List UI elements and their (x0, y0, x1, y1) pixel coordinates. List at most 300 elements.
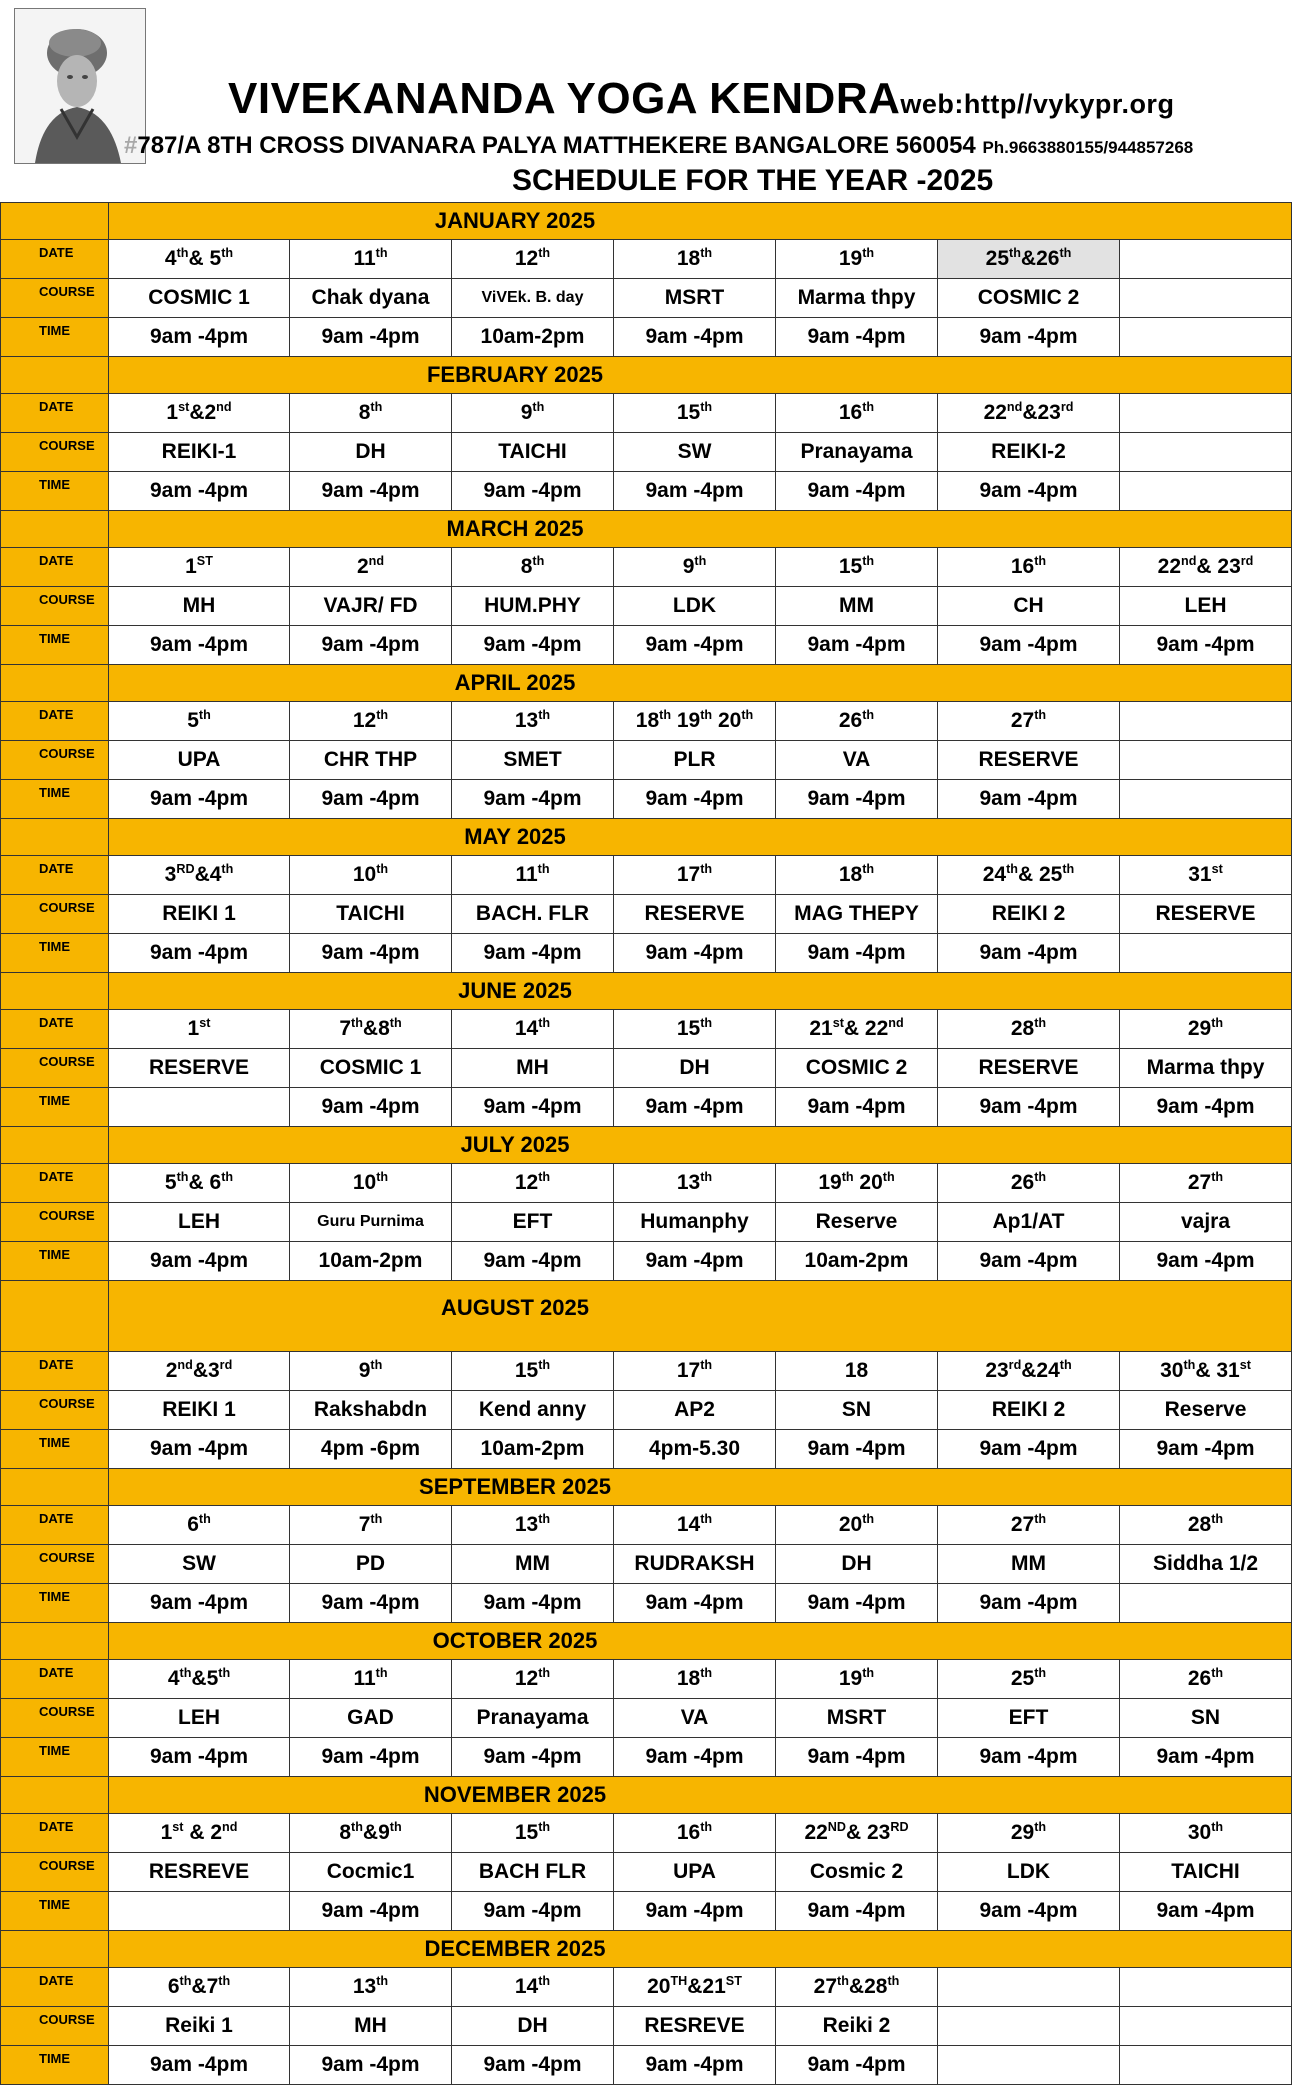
course-cell: Chak dyana (290, 279, 452, 318)
time-cell (1120, 780, 1292, 819)
row-label-time: TIME (1, 1738, 109, 1777)
month-header-row (1, 1127, 1292, 1164)
row-label-course: COURSE (1, 587, 109, 626)
course-cell: Reiki 1 (109, 2007, 290, 2046)
date-cell: 26th (1120, 1660, 1292, 1699)
month-header-spacer (1, 357, 109, 394)
row-label-time: TIME (1, 934, 109, 973)
row-label-time: TIME (1, 1430, 109, 1469)
course-cell: RESERVE (938, 1049, 1120, 1088)
month-title (109, 973, 1292, 1010)
month-name: NOVEMBER 2025 (423, 1782, 607, 1807)
row-label-date: DATE (1, 1506, 109, 1545)
month-header-spacer (1, 1777, 109, 1814)
course-cell: REIKI 1 (109, 895, 290, 934)
month-name: MARCH 2025 (446, 516, 584, 541)
time-cell: 9am -4pm (452, 1088, 614, 1127)
month-header-spacer (1, 819, 109, 856)
course-cell (1120, 279, 1292, 318)
course-cell: SW (109, 1545, 290, 1584)
time-cell: 9am -4pm (452, 1892, 614, 1931)
date-cell: 28th (1120, 1506, 1292, 1545)
time-cell: 9am -4pm (1120, 1738, 1292, 1777)
course-cell: BACH. FLR (452, 895, 614, 934)
date-cell (1120, 394, 1292, 433)
row-label-time: TIME (1, 626, 109, 665)
date-cell: 24th& 25th (938, 856, 1120, 895)
month-title (109, 511, 1292, 548)
date-cell: 16th (938, 548, 1120, 587)
course-row (1, 1049, 1292, 1088)
row-label-course: COURSE (1, 895, 109, 934)
date-cell: 20th (776, 1506, 938, 1545)
time-cell: 9am -4pm (938, 1892, 1120, 1931)
course-cell: VAJR/ FD (290, 587, 452, 626)
course-cell: VA (776, 741, 938, 780)
course-cell: RESERVE (109, 1049, 290, 1088)
time-cell: 9am -4pm (452, 934, 614, 973)
time-cell: 10am-2pm (290, 1242, 452, 1281)
course-cell: Ap1/AT (938, 1203, 1120, 1242)
row-label-time: TIME (1, 780, 109, 819)
course-cell: COSMIC 1 (109, 279, 290, 318)
month-header-spacer (1, 1931, 109, 1968)
course-cell: DH (452, 2007, 614, 2046)
date-cell: 18th (614, 1660, 776, 1699)
time-cell: 9am -4pm (290, 626, 452, 665)
date-cell: 12th (452, 240, 614, 279)
time-cell: 9am -4pm (776, 626, 938, 665)
month-header-row (1, 1931, 1292, 1968)
time-cell: 9am -4pm (290, 1088, 452, 1127)
course-cell: LDK (614, 587, 776, 626)
date-cell: 10th (290, 856, 452, 895)
date-row (1, 856, 1292, 895)
date-cell: 8th (452, 548, 614, 587)
month-name: DECEMBER 2025 (424, 1936, 606, 1961)
date-cell: 16th (776, 394, 938, 433)
time-cell: 9am -4pm (1120, 1242, 1292, 1281)
course-cell: Cosmic 2 (776, 1853, 938, 1892)
course-row (1, 1203, 1292, 1242)
course-cell: GAD (290, 1699, 452, 1738)
month-title (109, 203, 1292, 240)
date-cell: 7th (290, 1506, 452, 1545)
date-cell: 5th& 6th (109, 1164, 290, 1203)
date-row (1, 702, 1292, 741)
course-cell: RESREVE (109, 1853, 290, 1892)
time-cell: 9am -4pm (109, 1584, 290, 1623)
course-cell: SN (1120, 1699, 1292, 1738)
date-row (1, 1010, 1292, 1049)
row-label-course: COURSE (1, 1545, 109, 1584)
course-cell: vajra (1120, 1203, 1292, 1242)
date-cell: 1ST (109, 548, 290, 587)
month-header-row (1, 1777, 1292, 1814)
course-cell: TAICHI (290, 895, 452, 934)
time-cell (1120, 1584, 1292, 1623)
course-cell: Siddha 1/2 (1120, 1545, 1292, 1584)
course-cell: DH (776, 1545, 938, 1584)
date-cell: 21st& 22nd (776, 1010, 938, 1049)
course-cell: SN (776, 1391, 938, 1430)
course-cell (1120, 741, 1292, 780)
month-name: APRIL 2025 (454, 670, 576, 695)
course-cell: Marma thpy (1120, 1049, 1292, 1088)
course-cell: VA (614, 1699, 776, 1738)
course-cell (1120, 433, 1292, 472)
time-cell: 9am -4pm (109, 1242, 290, 1281)
date-cell: 11th (290, 1660, 452, 1699)
date-cell: 4th&5th (109, 1660, 290, 1699)
time-cell: 9am -4pm (938, 1584, 1120, 1623)
date-cell: 25th&26th (938, 240, 1120, 279)
course-cell: UPA (614, 1853, 776, 1892)
month-name: AUGUST 2025 (441, 1295, 589, 1320)
course-cell: REIKI-2 (938, 433, 1120, 472)
row-label-date: DATE (1, 240, 109, 279)
time-cell: 9am -4pm (776, 1738, 938, 1777)
course-cell: REIKI 1 (109, 1391, 290, 1430)
date-cell: 2nd&3rd (109, 1352, 290, 1391)
date-cell: 12th (452, 1164, 614, 1203)
month-title (109, 357, 1292, 394)
date-cell: 17th (614, 1352, 776, 1391)
month-name: SEPTEMBER 2025 (419, 1474, 611, 1499)
time-cell: 9am -4pm (290, 1584, 452, 1623)
date-cell: 9th (290, 1352, 452, 1391)
row-label-date: DATE (1, 702, 109, 741)
date-cell: 15th (452, 1814, 614, 1853)
month-title (109, 1469, 1292, 1506)
month-header-spacer (1, 1127, 109, 1164)
date-cell: 31st (1120, 856, 1292, 895)
date-cell: 1st&2nd (109, 394, 290, 433)
time-cell: 9am -4pm (452, 2046, 614, 2085)
month-title (109, 1127, 1292, 1164)
date-cell: 2nd (290, 548, 452, 587)
row-label-date: DATE (1, 1352, 109, 1391)
time-cell: 9am -4pm (938, 780, 1120, 819)
time-cell (1120, 934, 1292, 973)
month-header-row (1, 203, 1292, 240)
course-cell: COSMIC 1 (290, 1049, 452, 1088)
time-cell: 9am -4pm (776, 318, 938, 357)
time-cell: 9am -4pm (452, 1242, 614, 1281)
course-row (1, 1699, 1292, 1738)
course-row (1, 433, 1292, 472)
time-cell (1120, 472, 1292, 511)
row-label-date: DATE (1, 1660, 109, 1699)
course-cell: MM (776, 587, 938, 626)
course-cell: UPA (109, 741, 290, 780)
time-cell: 9am -4pm (290, 1738, 452, 1777)
date-cell: 14th (614, 1506, 776, 1545)
date-cell: 18th (776, 856, 938, 895)
date-cell: 8th&9th (290, 1814, 452, 1853)
course-cell: Humanphy (614, 1203, 776, 1242)
time-cell: 9am -4pm (938, 934, 1120, 973)
course-row (1, 587, 1292, 626)
time-cell: 9am -4pm (776, 780, 938, 819)
date-cell: 14th (452, 1010, 614, 1049)
row-label-date: DATE (1, 394, 109, 433)
row-label-time: TIME (1, 1088, 109, 1127)
date-cell: 7th&8th (290, 1010, 452, 1049)
time-cell: 9am -4pm (290, 2046, 452, 2085)
time-cell (938, 2046, 1120, 2085)
month-header-spacer (1, 665, 109, 702)
time-cell: 4pm-5.30 (614, 1430, 776, 1469)
course-cell: MH (109, 587, 290, 626)
month-title (109, 1623, 1292, 1660)
date-cell: 26th (938, 1164, 1120, 1203)
row-label-course: COURSE (1, 1391, 109, 1430)
course-cell: Reserve (1120, 1391, 1292, 1430)
course-cell: DH (614, 1049, 776, 1088)
month-name: JUNE 2025 (458, 978, 572, 1003)
month-title (109, 665, 1292, 702)
time-cell: 9am -4pm (614, 318, 776, 357)
time-cell: 9am -4pm (290, 318, 452, 357)
course-cell: MAG THEPY (776, 895, 938, 934)
course-row (1, 741, 1292, 780)
time-cell: 9am -4pm (614, 1584, 776, 1623)
date-row (1, 1968, 1292, 2007)
org-address (124, 132, 1193, 160)
time-row (1, 780, 1292, 819)
date-cell: 22ND& 23RD (776, 1814, 938, 1853)
course-cell: CHR THP (290, 741, 452, 780)
row-label-time: TIME (1, 1242, 109, 1281)
course-cell: RESERVE (1120, 895, 1292, 934)
month-header-row (1, 511, 1292, 548)
time-cell: 9am -4pm (452, 472, 614, 511)
course-cell: PLR (614, 741, 776, 780)
course-cell: DH (290, 433, 452, 472)
row-label-date: DATE (1, 1968, 109, 2007)
date-row (1, 1814, 1292, 1853)
course-cell: AP2 (614, 1391, 776, 1430)
time-cell: 9am -4pm (452, 780, 614, 819)
date-cell: 19th (776, 1660, 938, 1699)
date-row (1, 394, 1292, 433)
time-cell: 9am -4pm (290, 780, 452, 819)
row-label-time: TIME (1, 1892, 109, 1931)
course-cell: LDK (938, 1853, 1120, 1892)
date-cell: 9th (614, 548, 776, 587)
course-cell: COSMIC 2 (776, 1049, 938, 1088)
time-cell: 9am -4pm (614, 1088, 776, 1127)
row-label-course: COURSE (1, 279, 109, 318)
address-text: 787/A 8TH CROSS DIVANARA PALYA MATTHEKERE BANGALORE 560054 (137, 132, 976, 159)
date-cell: 30th& 31st (1120, 1352, 1292, 1391)
org-title (228, 74, 1174, 124)
month-header-row (1, 1469, 1292, 1506)
time-cell: 9am -4pm (109, 1738, 290, 1777)
course-cell: ViVEk. B. day (452, 279, 614, 318)
time-cell: 9am -4pm (1120, 626, 1292, 665)
month-header-row (1, 357, 1292, 394)
course-cell: CH (938, 587, 1120, 626)
date-cell: 15th (452, 1352, 614, 1391)
date-cell: 6th&7th (109, 1968, 290, 2007)
time-cell: 9am -4pm (938, 1430, 1120, 1469)
date-cell (1120, 240, 1292, 279)
course-cell: REIKI-1 (109, 433, 290, 472)
website-link[interactable]: web:http//vykypr.org (900, 89, 1175, 119)
course-cell (1120, 2007, 1292, 2046)
month-name: FEBRUARY 2025 (426, 362, 604, 387)
time-row (1, 1892, 1292, 1931)
course-cell: TAICHI (1120, 1853, 1292, 1892)
date-cell: 15th (614, 1010, 776, 1049)
course-cell: MH (452, 1049, 614, 1088)
time-row (1, 626, 1292, 665)
course-cell: Reiki 2 (776, 2007, 938, 2046)
date-cell: 27th&28th (776, 1968, 938, 2007)
course-cell: RUDRAKSH (614, 1545, 776, 1584)
time-cell (109, 1892, 290, 1931)
course-cell: Pranayama (452, 1699, 614, 1738)
time-cell: 9am -4pm (1120, 1088, 1292, 1127)
date-cell: 9th (452, 394, 614, 433)
date-cell: 22nd&23rd (938, 394, 1120, 433)
course-cell: SW (614, 433, 776, 472)
date-cell: 17th (614, 856, 776, 895)
time-cell: 9am -4pm (614, 2046, 776, 2085)
date-cell: 5th (109, 702, 290, 741)
time-cell: 9am -4pm (109, 780, 290, 819)
date-cell: 13th (452, 702, 614, 741)
course-cell: EFT (938, 1699, 1120, 1738)
date-cell: 27th (938, 1506, 1120, 1545)
date-cell: 13th (452, 1506, 614, 1545)
date-cell: 15th (614, 394, 776, 433)
course-row (1, 1545, 1292, 1584)
time-cell: 9am -4pm (614, 1242, 776, 1281)
phone-numbers: Ph.9663880155/944857268 (982, 138, 1194, 157)
time-row (1, 1430, 1292, 1469)
month-title (109, 1931, 1292, 1968)
time-cell: 9am -4pm (776, 1584, 938, 1623)
time-cell (1120, 2046, 1292, 2085)
org-name: VIVEKANANDA YOGA KENDRA (228, 74, 901, 123)
month-header-spacer (1, 203, 109, 240)
row-label-course: COURSE (1, 1203, 109, 1242)
month-title (109, 1281, 1292, 1352)
time-cell: 9am -4pm (1120, 1430, 1292, 1469)
time-row (1, 1088, 1292, 1127)
time-cell: 9am -4pm (452, 1738, 614, 1777)
month-header-row (1, 1623, 1292, 1660)
time-cell: 9am -4pm (614, 780, 776, 819)
time-cell (109, 1088, 290, 1127)
time-cell: 9am -4pm (776, 934, 938, 973)
date-cell: 1st & 2nd (109, 1814, 290, 1853)
course-row (1, 895, 1292, 934)
date-row (1, 240, 1292, 279)
time-row (1, 1242, 1292, 1281)
date-cell: 28th (938, 1010, 1120, 1049)
time-cell: 9am -4pm (109, 626, 290, 665)
row-label-time: TIME (1, 1584, 109, 1623)
time-cell: 9am -4pm (452, 626, 614, 665)
date-cell: 29th (1120, 1010, 1292, 1049)
course-cell: COSMIC 2 (938, 279, 1120, 318)
time-cell: 9am -4pm (452, 1584, 614, 1623)
date-cell: 29th (938, 1814, 1120, 1853)
course-cell: LEH (109, 1203, 290, 1242)
time-cell: 10am-2pm (776, 1242, 938, 1281)
row-label-course: COURSE (1, 2007, 109, 2046)
date-cell: 12th (290, 702, 452, 741)
month-header-spacer (1, 1281, 109, 1352)
course-cell: MSRT (776, 1699, 938, 1738)
course-cell: RESERVE (614, 895, 776, 934)
time-cell: 9am -4pm (776, 1430, 938, 1469)
time-cell: 9am -4pm (614, 472, 776, 511)
row-label-date: DATE (1, 1010, 109, 1049)
time-cell: 9am -4pm (938, 1242, 1120, 1281)
course-cell: Cocmic1 (290, 1853, 452, 1892)
month-name: JANUARY 2025 (434, 208, 596, 233)
month-title (109, 1777, 1292, 1814)
course-cell: SMET (452, 741, 614, 780)
row-label-time: TIME (1, 318, 109, 357)
date-cell: 8th (290, 394, 452, 433)
date-cell: 19th 20th (776, 1164, 938, 1203)
date-cell: 22nd& 23rd (1120, 548, 1292, 587)
date-cell (1120, 702, 1292, 741)
month-header-spacer (1, 973, 109, 1010)
row-label-course: COURSE (1, 1853, 109, 1892)
course-cell: EFT (452, 1203, 614, 1242)
row-label-time: TIME (1, 472, 109, 511)
row-label-date: DATE (1, 548, 109, 587)
course-cell: REIKI 2 (938, 1391, 1120, 1430)
row-label-course: COURSE (1, 1049, 109, 1088)
time-cell: 9am -4pm (776, 1088, 938, 1127)
date-cell: 12th (452, 1660, 614, 1699)
time-cell: 9am -4pm (938, 318, 1120, 357)
month-name: OCTOBER 2025 (432, 1628, 598, 1653)
time-cell: 9am -4pm (290, 1892, 452, 1931)
date-cell: 27th (1120, 1164, 1292, 1203)
date-cell: 1st (109, 1010, 290, 1049)
course-cell: Kend anny (452, 1391, 614, 1430)
time-row (1, 1584, 1292, 1623)
time-cell: 9am -4pm (614, 1738, 776, 1777)
date-cell: 20TH&21ST (614, 1968, 776, 2007)
date-row (1, 1352, 1292, 1391)
time-row (1, 2046, 1292, 2085)
month-header-row (1, 665, 1292, 702)
row-label-date: DATE (1, 1164, 109, 1203)
time-cell: 9am -4pm (290, 472, 452, 511)
course-row (1, 279, 1292, 318)
row-label-course: COURSE (1, 1699, 109, 1738)
date-cell (938, 1968, 1120, 2007)
time-row (1, 472, 1292, 511)
date-row (1, 1164, 1292, 1203)
row-label-course: COURSE (1, 741, 109, 780)
course-cell: Pranayama (776, 433, 938, 472)
date-cell: 13th (614, 1164, 776, 1203)
month-header-row (1, 819, 1292, 856)
row-label-date: DATE (1, 856, 109, 895)
date-cell: 11th (290, 240, 452, 279)
